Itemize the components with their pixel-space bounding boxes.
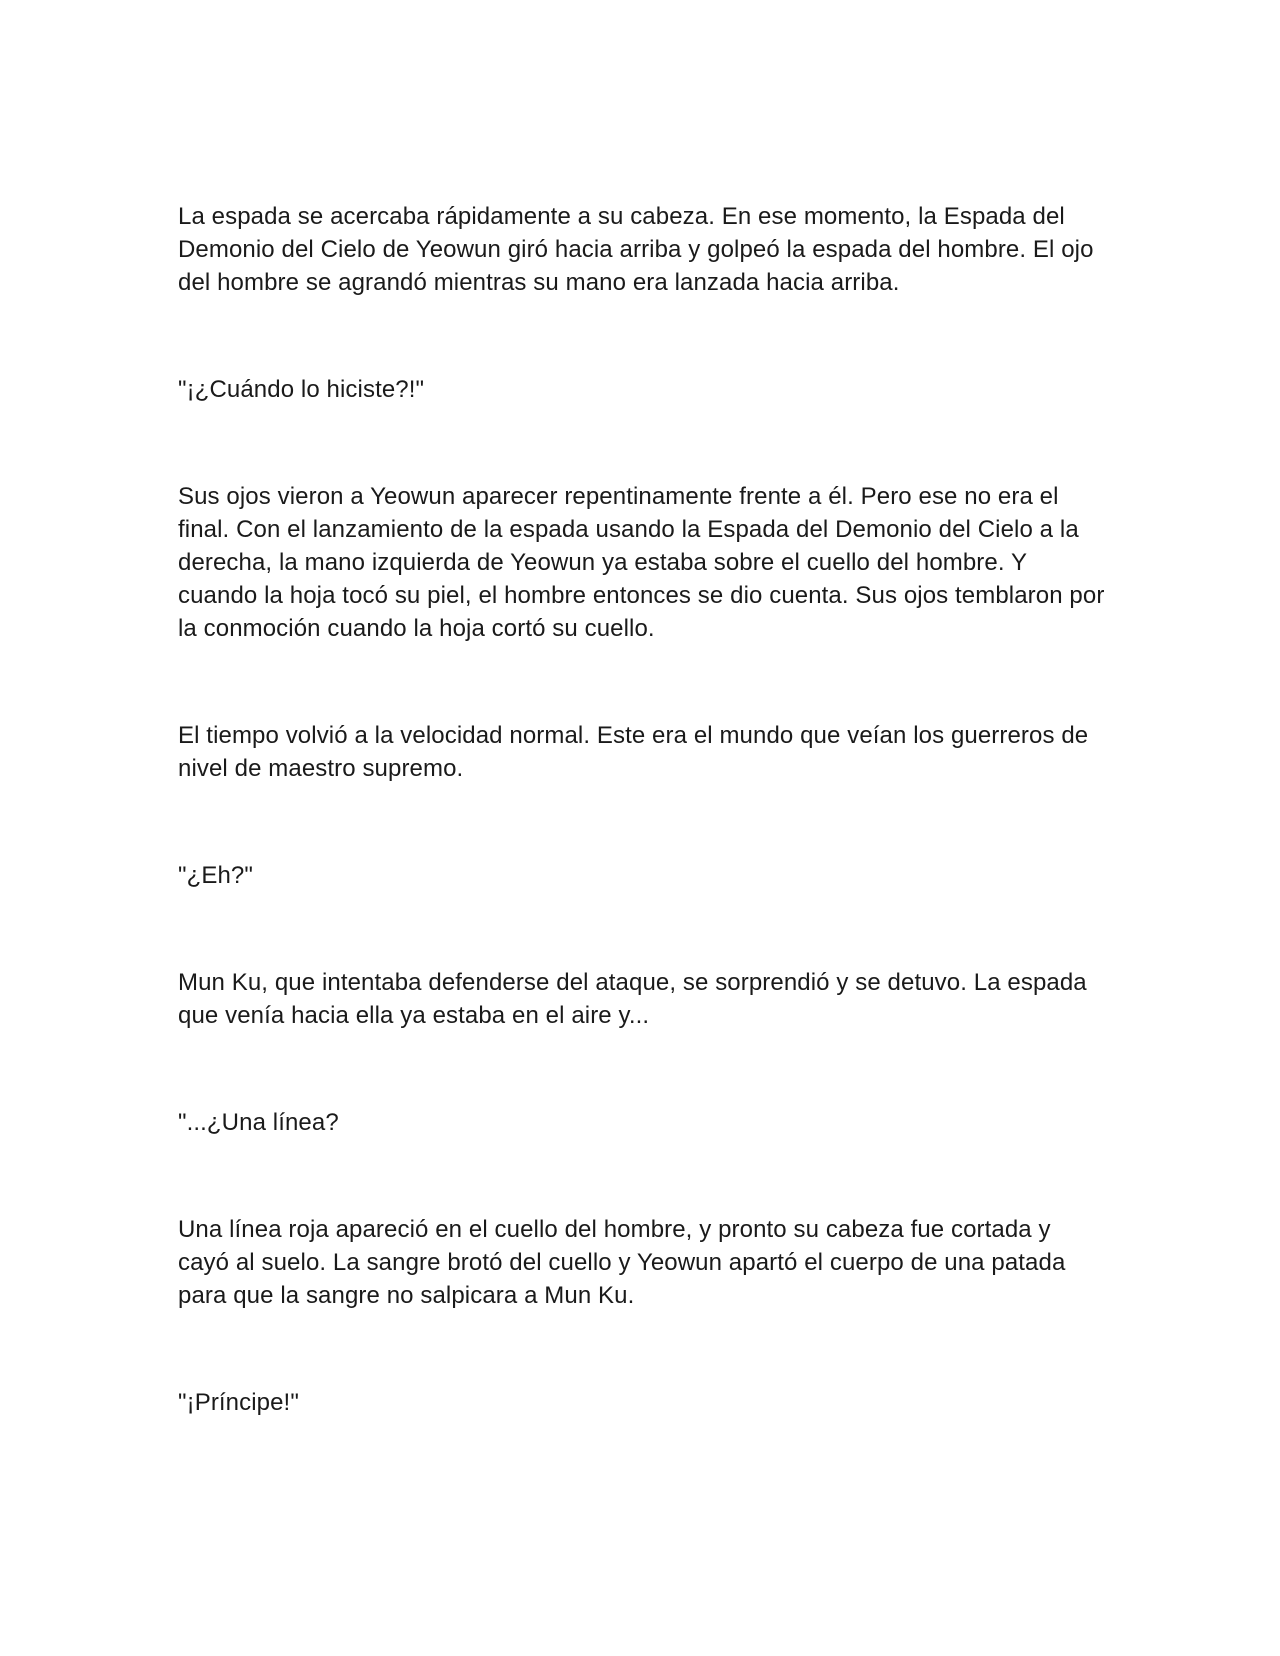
paragraph: Mun Ku, que intentaba defenderse del ataque, se sorprendió y se detuvo. La espada que venía hacia ella ya estaba en el aire y... (178, 969, 1087, 1029)
paragraph: El tiempo volvió a la velocidad normal. Este era el mundo que veían los guerreros de nivel de maestro supremo. (178, 722, 1089, 782)
paragraph: Sus ojos vieron a Yeowun aparecer repentinamente frente a él. Pero ese no era el final. Con el lanzamiento de la espada usando la Espada del Demonio del Cielo a la derecha, la mano izquierda de Yeowun ya estaba sobre el cuello del hombre. Y cuando la hoja tocó su piel, el hombre entonces se dio cuenta. Sus ojos temblaron por la conmoción cuando la hoja cortó su cuello. (178, 483, 1105, 642)
paragraph: Una línea roja apareció en el cuello del hombre, y pronto su cabeza fue cortada y cayó al suelo. La sangre brotó del cuello y Yeowun apartó el cuerpo de una patada para que la sangre no salpicara a Mun Ku. (178, 1216, 1066, 1309)
paragraph: La espada se acercaba rápidamente a su cabeza. En ese momento, la Espada del Demonio del Cielo de Yeowun giró hacia arriba y golpeó la espada del hombre. El ojo del hombre se agrandó mientras su mano era lanzada hacia arriba. (178, 203, 1094, 296)
dialogue-line: "¡Príncipe!" (178, 1389, 299, 1416)
document-body (178, 200, 1108, 1419)
dialogue-line: "¡¿Cuándo lo hiciste?!" (178, 376, 425, 403)
dialogue-line: "¿Eh?" (178, 862, 254, 889)
dialogue-line: "...¿Una línea? (178, 1109, 339, 1136)
